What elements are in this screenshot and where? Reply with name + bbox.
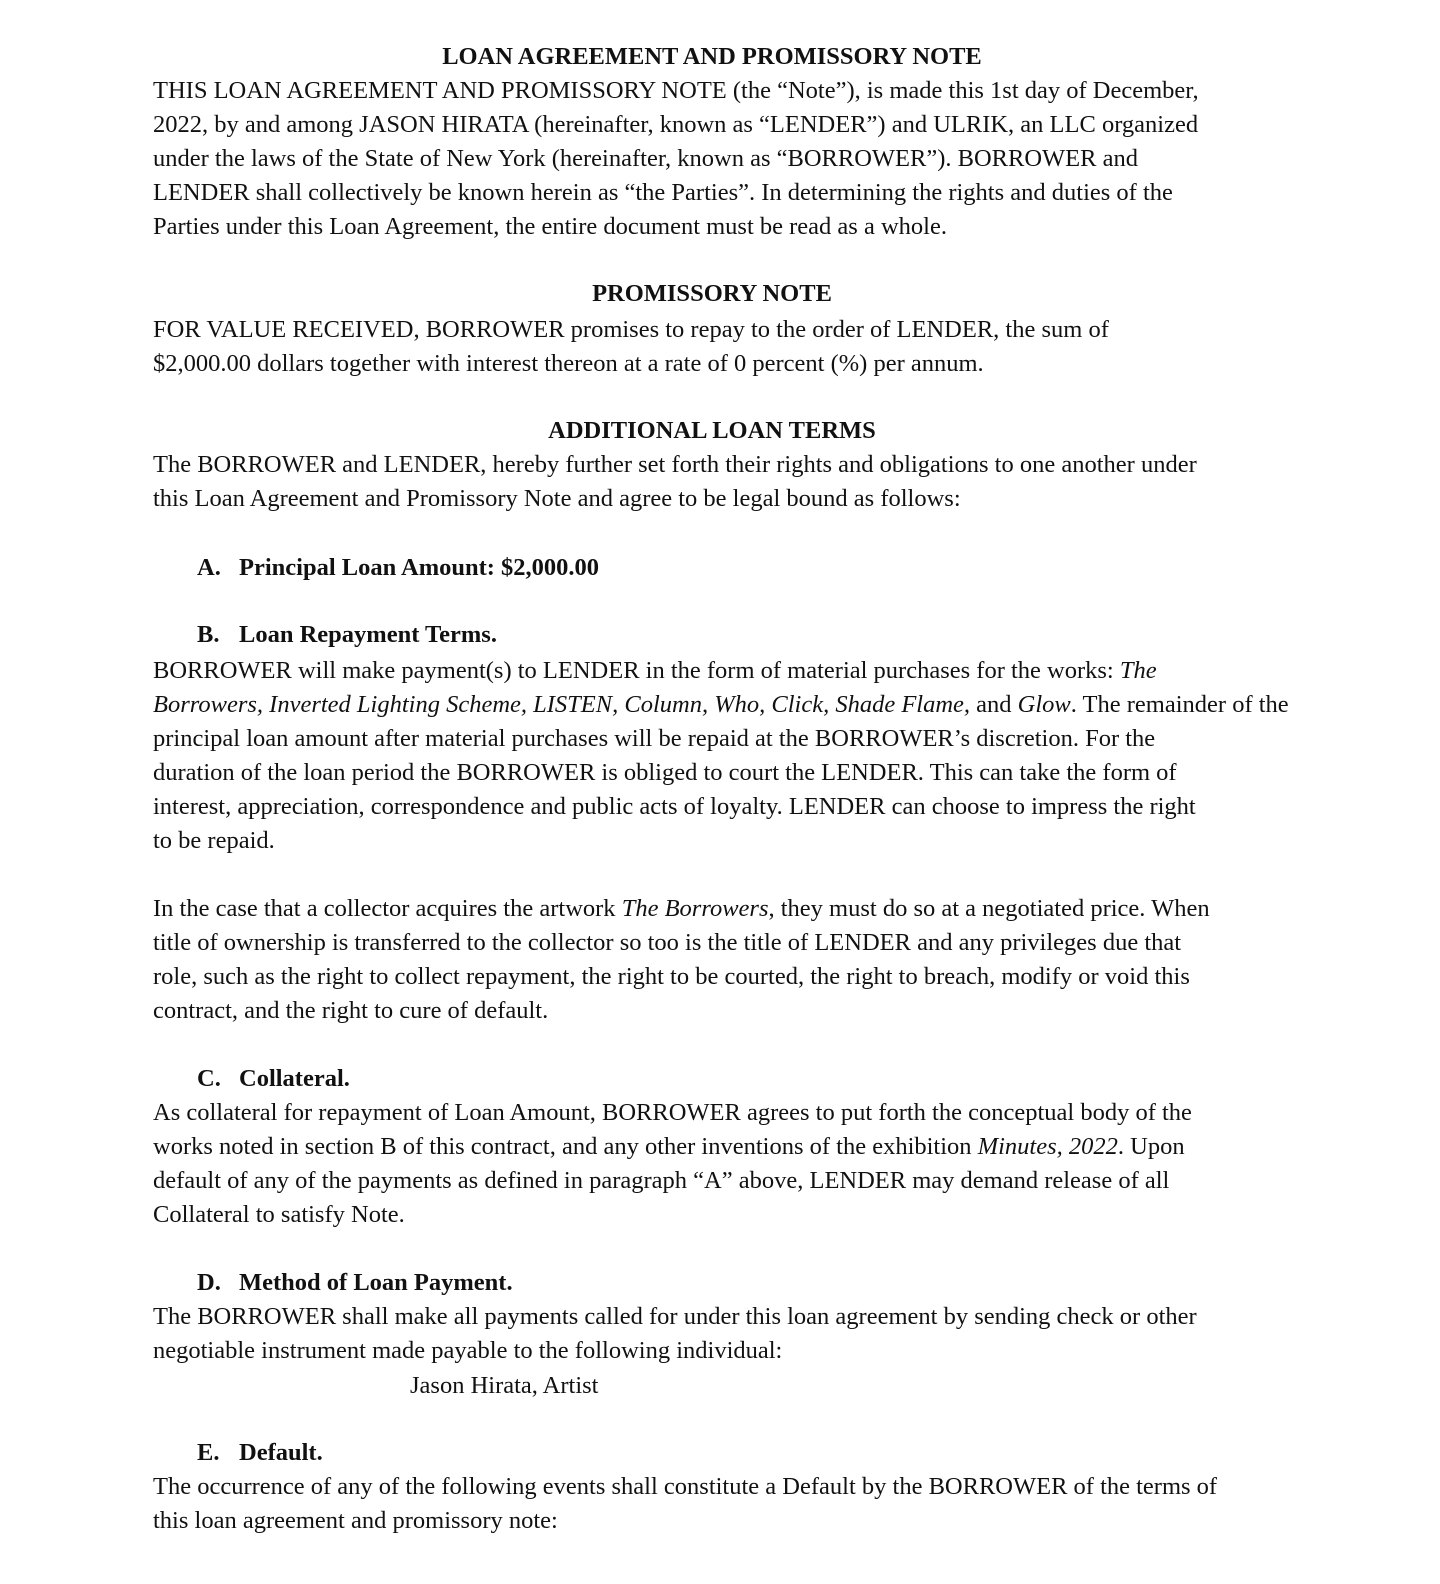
text-line: role, such as the right to collect repayment, the right to be courted, the right to breach, modify or void this [153, 963, 1190, 990]
additional-paragraph [153, 448, 1197, 516]
section-d-heading: D. Method of Loan Payment. [197, 1269, 513, 1296]
exhibition-title: Minutes, 2022 [977, 1133, 1118, 1160]
text-line: LENDER shall collectively be known herein as “the Parties”. In determining the rights and duties of the [153, 179, 1173, 206]
additional-heading: ADDITIONAL LOAN TERMS [548, 417, 876, 444]
text-line: contract, and the right to cure of default. [153, 997, 549, 1024]
text-line: interest, appreciation, correspondence and public acts of loyalty. LENDER can choose to impress the right [153, 793, 1196, 820]
text-line: negotiable instrument made payable to the following individual: [153, 1337, 783, 1364]
text-line: The BORROWER shall make all payments called for under this loan agreement by sending check or other [153, 1303, 1197, 1330]
text-line: Collateral to satisfy Note. [153, 1201, 405, 1228]
text-line: THIS LOAN AGREEMENT AND PROMISSORY NOTE (the “Note”), is made this 1st day of December, [153, 77, 1199, 104]
text-line: BORROWER will make payment(s) to LENDER in the form of material purchases for the works: The [153, 657, 1157, 684]
text-line: FOR VALUE RECEIVED, BORROWER promises to repay to the order of LENDER, the sum of [153, 316, 1109, 343]
text-line: to be repaid. [153, 827, 275, 854]
text-line: Borrowers, Inverted Lighting Scheme, LISTEN, Column, Who, Click, Shade Flame, and Glow. The remainder of the [153, 691, 1289, 718]
text-line: principal loan amount after material purchases will be repaid at the BORROWER’s discretion. For the [153, 725, 1156, 752]
work-title: The [1119, 657, 1157, 684]
payee-name: Jason Hirata, Artist [410, 1372, 599, 1399]
text-line: As collateral for repayment of Loan Amount, BORROWER agrees to put forth the conceptual body of the [153, 1099, 1192, 1126]
section-a-heading: A. Principal Loan Amount: $2,000.00 [197, 554, 600, 581]
work-titles: Borrowers, Inverted Lighting Scheme, LISTEN, Column, Who, Click, Shade Flame, [153, 691, 971, 718]
text-line: under the laws of the State of New York (hereinafter, known as “BORROWER”). BORROWER and [153, 145, 1138, 172]
text-line: this Loan Agreement and Promissory Note and agree to be legal bound as follows: [153, 485, 961, 512]
document-title: LOAN AGREEMENT AND PROMISSORY NOTE [442, 43, 982, 70]
section-c-paragraph [153, 1096, 1192, 1232]
text-line: Parties under this Loan Agreement, the entire document must be read as a whole. [153, 213, 947, 240]
intro-paragraph [153, 74, 1199, 244]
promissory-paragraph [153, 313, 1109, 381]
text-line: In the case that a collector acquires the artwork The Borrowers, they must do so at a negotiated price. When [153, 895, 1210, 922]
text-line: The BORROWER and LENDER, hereby further set forth their rights and obligations to one another under [153, 451, 1197, 478]
text-line: title of ownership is transferred to the collector so too is the title of LENDER and any privileges due that [153, 929, 1182, 956]
section-c-heading: C. Collateral. [197, 1065, 350, 1092]
section-b-paragraph-1 [153, 654, 1289, 858]
work-title: Glow [1017, 691, 1071, 718]
text-line: $2,000.00 dollars together with interest thereon at a rate of 0 percent (%) per annum. [153, 350, 984, 377]
text-line: duration of the loan period the BORROWER is obliged to court the LENDER. This can take the form of [153, 759, 1177, 786]
text-line: The occurrence of any of the following events shall constitute a Default by the BORROWER of the terms of [153, 1473, 1218, 1500]
work-title: The Borrowers [621, 895, 769, 922]
section-d-paragraph [153, 1300, 1197, 1368]
text-line: 2022, by and among JASON HIRATA (hereinafter, known as “LENDER”) and ULRIK, an LLC organized [153, 111, 1199, 138]
section-b-heading: B. Loan Repayment Terms. [197, 621, 497, 648]
section-e-heading: E. Default. [197, 1439, 323, 1466]
promissory-heading: PROMISSORY NOTE [592, 280, 832, 307]
text-line: this loan agreement and promissory note: [153, 1507, 558, 1534]
text-line: default of any of the payments as defined in paragraph “A” above, LENDER may demand release of all [153, 1167, 1170, 1194]
text-line: works noted in section B of this contract, and any other inventions of the exhibition Minutes, 2022. Upon [153, 1133, 1185, 1160]
section-b-paragraph-2 [153, 892, 1210, 1028]
section-e-paragraph [153, 1470, 1217, 1538]
